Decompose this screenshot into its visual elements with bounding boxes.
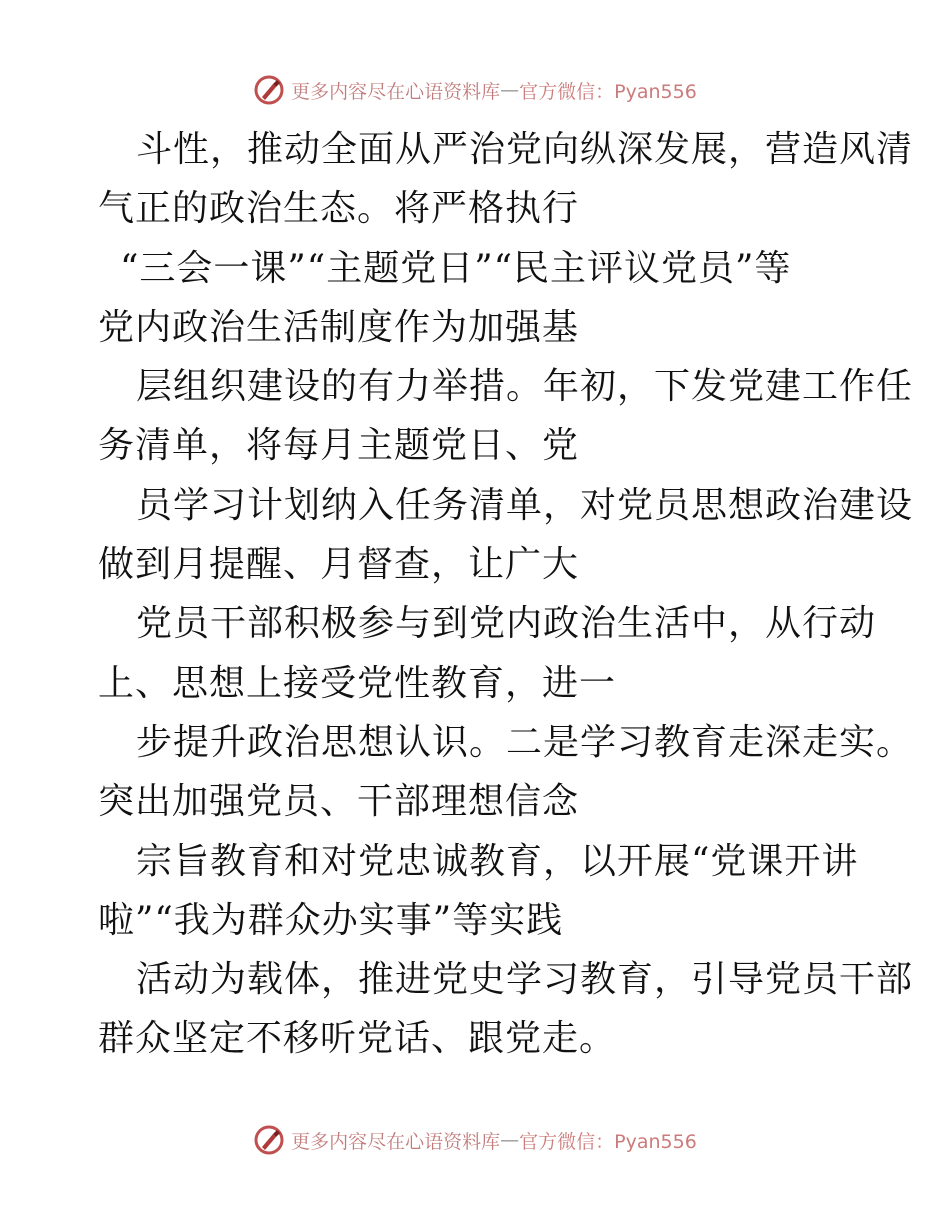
watermark-dash: — <box>500 79 520 101</box>
text-line: 活动为载体，推进党史学习教育，引导党员干部 <box>136 959 914 1001</box>
text-line: 层组织建设的有力举措。年初，下发党建工作任 <box>136 366 914 408</box>
text-line: 上、思想上接受党性教育，进一 <box>98 662 617 704</box>
text-line: 务清单，将每月主题党日、党 <box>98 425 580 467</box>
watermark-wechat-text: 官方微信：Pyan556 <box>519 1130 697 1153</box>
text-line: “三会一课”“主题党日”“民主评议党员”等 <box>120 247 792 289</box>
text-line: 突出加强党员、干部理想信念 <box>98 781 580 823</box>
text-line: 党员干部积极参与到党内政治生活中，从行动 <box>136 603 877 645</box>
pen-circle-logo-icon <box>253 74 285 106</box>
pen-circle-logo-icon <box>253 1124 285 1156</box>
text-line: 党内政治生活制度作为加强基 <box>98 306 580 348</box>
watermark-site-text: 更多内容尽在心语资料库 <box>291 80 501 103</box>
watermark-wechat-text: 官方微信：Pyan556 <box>519 80 697 103</box>
text-line: 做到月提醒、月督查，让广大 <box>98 544 580 586</box>
text-line: 斗性，推动全面从严治党向纵深发展，营造风清 <box>136 129 914 170</box>
text-line: 宗旨教育和对党忠诚教育，以开展“党课开讲 <box>136 840 859 882</box>
text-line: 步提升政治思想认识。二是学习教育走深走实。 <box>136 721 914 763</box>
header-watermark <box>0 70 950 110</box>
document-body <box>98 120 914 1069</box>
footer-watermark <box>0 1120 950 1160</box>
text-line: 员学习计划纳入任务清单，对党员思想政治建设 <box>136 484 914 526</box>
watermark-dash: — <box>500 1129 520 1151</box>
text-line: 气正的政治生态。将严格执行 <box>98 188 580 230</box>
watermark-site-text: 更多内容尽在心语资料库 <box>291 1130 501 1153</box>
text-line: 啦”“我为群众办实事”等实践 <box>98 899 564 941</box>
text-line: 群众坚定不移听党话、跟党走。 <box>98 1018 617 1060</box>
